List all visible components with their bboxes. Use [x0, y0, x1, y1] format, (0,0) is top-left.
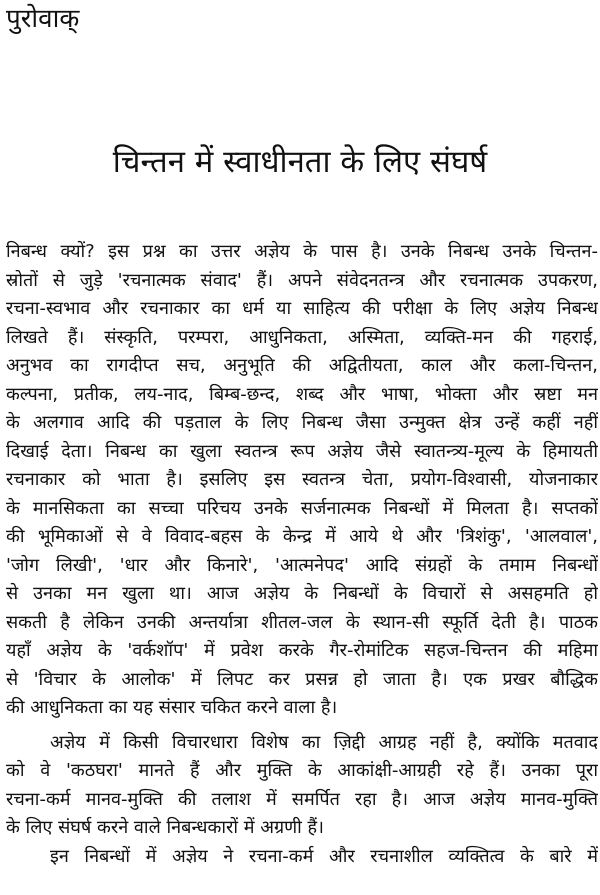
text-line: रचनाकार को भाता है। इसलिए इस स्वतन्त्र चेता, प्रयोग-विश्वासी, योजनाकार — [6, 469, 598, 490]
text-line: के लिए संघर्ष करने वाले निबन्धकारों में अग्रणी हैं। — [6, 817, 324, 838]
paragraph — [6, 729, 598, 843]
text-line: रचना-स्वभाव और रचनाकार का धर्म या साहित्य की परीक्षा के लिए अज्ञेय निबन्ध — [6, 298, 598, 319]
text-line: स्रोतों से जुड़े 'रचनात्मक संवाद' हैं। अपने संवेदनतन्त्र और रचनात्मक उपकरण, — [6, 269, 598, 291]
text-line: दिखाई देता। निबन्ध का खुला स्वतन्त्र रूप अज्ञेय जैसे स्वातन्त्र्य-मूल्य के हिमायती — [6, 440, 598, 462]
text-line: अनुभव का रागदीप्त सच, अनुभूति की अद्वितीयता, काल और कला-चिन्तन, — [6, 355, 598, 376]
text-line: कल्पना, प्रतीक, लय-नाद, बिम्ब-छन्द, शब्द और भाषा, भोक्ता और स्रष्टा मन — [6, 383, 598, 405]
text-line: को वे 'कठघरा' मानते हैं और मुक्ति के आकांक्षी-आग्रही रहे हैं। उनका पूरा — [6, 760, 598, 781]
text-line: से उनका मन खुला था। आज अज्ञेय के निबन्धों के विचारों से असहमति हो — [6, 583, 598, 604]
body-text — [6, 238, 598, 871]
text-line: निबन्ध क्यों? इस प्रश्न का उत्तर अज्ञेय के पास है। उनके निबन्ध उनके चिन्तन- — [6, 241, 598, 262]
chapter-title: चिन्तन में स्वाधीनता के लिए संघर्ष — [112, 144, 488, 180]
text-line: सकती है लेकिन उनकी अन्तर्यात्रा शीतल-जल के स्थान-सी स्फूर्ति देती है। पाठक — [6, 611, 598, 633]
text-line: के अलगाव आदि की पड़ताल के लिए निबन्ध जैसा उन्मुक्त क्षेत्र उन्हें कहीं नहीं — [6, 412, 598, 433]
section-label: पुरोवाक् — [6, 4, 80, 34]
paragraph — [6, 843, 598, 872]
paragraph — [6, 238, 598, 723]
text-line: लिखते हैं। संस्कृति, परम्परा, आधुनिकता, अस्मिता, व्यक्ति-मन की गहराई, — [6, 326, 598, 348]
text-line: रचना-कर्म मानव-मुक्ति की तलाश में समर्पित रहा है। आज अज्ञेय मानव-मुक्ति — [6, 788, 598, 810]
text-line: यहाँ अज्ञेय के 'वर्कशॉप' में प्रवेश करके गैर-रोमांटिक सहज-चिन्तन की महिमा — [6, 640, 598, 661]
text-line: की आधुनिकता का यह संसार चकित करने वाला है। — [6, 697, 338, 718]
text-line: की भूमिकाओं से वे विवाद-बहस के केन्द्र में आये थे और 'त्रिशंकु', 'आलवाल', — [6, 526, 598, 547]
text-line: के मानसिकता का सच्चा परिचय उनके सर्जनात्मक निबन्धों में मिलता है। सप्तकों — [6, 497, 598, 519]
text-line: इन निबन्धों में अज्ञेय ने रचना-कर्म और रचनाशील व्यक्तित्व के बारे में — [50, 845, 598, 867]
text-line: अज्ञेय में किसी विचारधारा विशेष का ज़िद्दी आग्रह नहीं है, क्योंकि मतवाद — [50, 731, 598, 753]
text-line: से 'विचार के आलोक' में लिपट कर प्रसन्न हो जाता है। एक प्रखर बौद्धिक — [6, 668, 598, 690]
text-line: 'जोग लिखी', 'धार और किनारे', 'आत्मनेपद' आदि संग्रहों के तमाम निबन्धों — [6, 554, 598, 576]
